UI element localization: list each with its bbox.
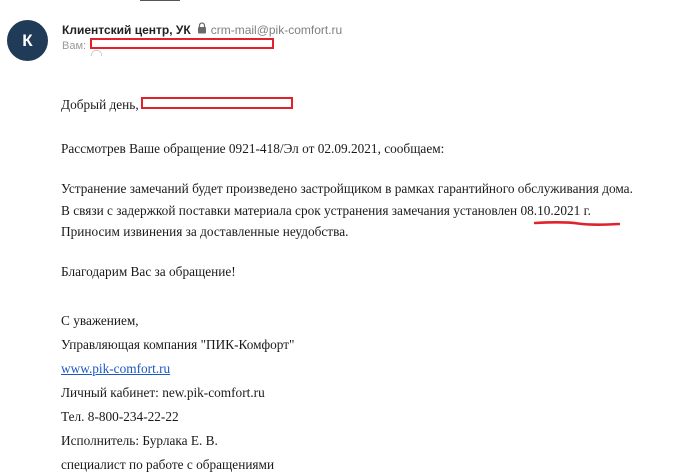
cropped-header-fragment: [140, 0, 200, 3]
website-link[interactable]: www.pik-comfort.ru: [61, 361, 171, 376]
sender-avatar[interactable]: К: [7, 20, 48, 61]
signature-company: Управляющая компания "ПИК-Комфорт": [61, 337, 295, 352]
sender-name[interactable]: Клиентский центр, УК: [62, 22, 191, 37]
signature-regards: С уважением,: [61, 313, 139, 328]
paragraph-2-text: В связи с задержкой поставки материала срок устранения замечания установлен: [61, 203, 521, 218]
paragraph-3: Приносим извинения за доставленные неудобства.: [61, 224, 349, 239]
greeting: Добрый день,: [61, 97, 139, 112]
signature-position: специалист по работе с обращениями: [61, 457, 275, 472]
thanks-line: Благодарим Вас за обращение!: [61, 264, 236, 279]
lock-icon: [197, 22, 207, 37]
signature-executor: Исполнитель: Бурлака Е. В.: [61, 433, 218, 448]
signature-phone: Тел. 8-800-234-22-22: [61, 409, 179, 424]
redacted-recipient: [90, 38, 274, 49]
sender-line: [62, 22, 342, 37]
recipient-avatar-icon: [91, 50, 102, 56]
red-underline-annotation: [534, 220, 620, 228]
reference-line: Рассмотрев Ваше обращение 0921-418/Эл от 02.09.2021, сообщаем:: [61, 141, 445, 156]
due-date: 08.10.2021 г.: [520, 203, 591, 218]
paragraph-2: [61, 203, 591, 219]
signature-website-link[interactable]: [61, 361, 170, 377]
paragraph-1: Устранение замечаний будет произведено застройщиком в рамках гарантийного обслуживания дома.: [61, 181, 633, 196]
sender-email[interactable]: crm-mail@pik-comfort.ru: [210, 22, 343, 37]
redacted-name: [141, 97, 293, 109]
recipient-label: Вам:: [62, 40, 87, 52]
signature-cabinet: Личный кабинет: new.pik-comfort.ru: [61, 385, 265, 400]
